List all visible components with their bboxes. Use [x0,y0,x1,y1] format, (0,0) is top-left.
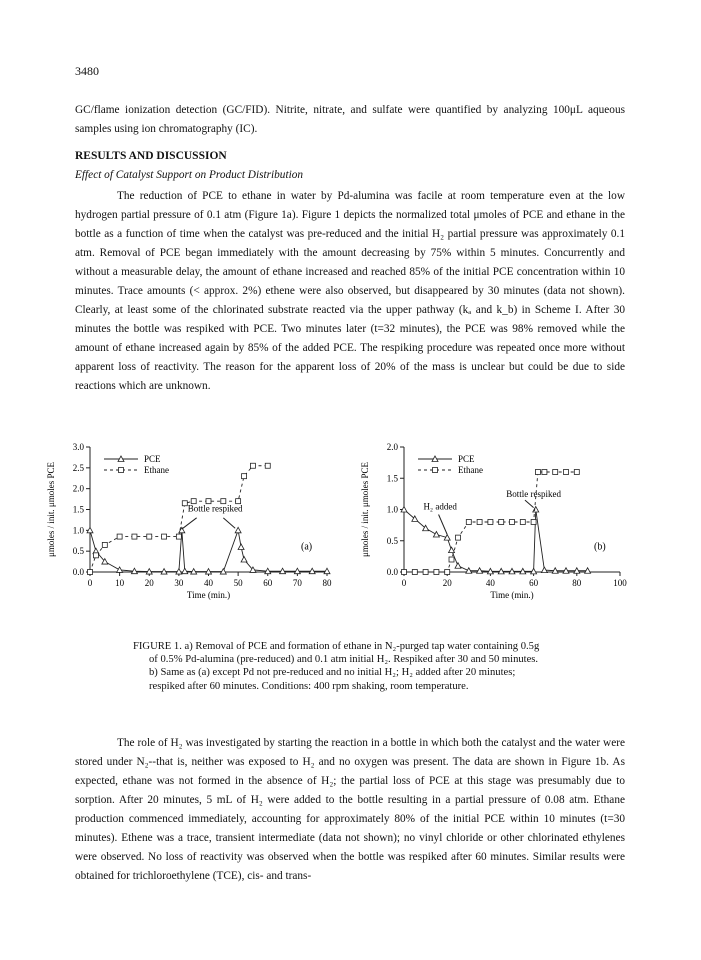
caption-line-3: b) Same as (a) except Pd not pre-reduced and no initial H₂; H₂ added after 20 minutes; [149,667,516,679]
x-tick-label: 0 [401,578,407,588]
ethane-point [93,553,98,558]
x-tick-label: 40 [485,578,495,588]
caption-line-2: of 0.5% Pd-alumina (pre-reduced) and 0.1 atm initial H₂. Respiked after 30 and 50 minutes. [149,654,539,666]
y-tick-label: 0.5 [72,546,84,557]
ethane-point [564,470,569,475]
pce-point [238,544,244,550]
page-number: 3480 [75,64,99,78]
ethane-point [102,542,107,547]
y-tick-label: 2.0 [386,442,398,452]
x-tick-label: 80 [322,578,332,588]
paragraph-2: The role of H₂ was investigated by starting the reaction in a bottle in which both the catalyst and the water were stored under N₂--that is, neither was exposed to H₂ and no oxygen was present. The data are shown in Figure 1b. As expected, ethane was not formed in the absence of H₂; the partial loss of PCE at this stage was presumably due to sorption. After 20 minutes, 5 mL of H₂ were added to the bottle resulting in a partial pressure of 0.08 atm. Ethane production commenced immediately, accounting for approximately 80% of the initial PCE within 10 minutes (t=30 minutes). Ethene was a trace, transient intermediate (data not shown); no vinyl chloride or other chlorinated ethylenes were observed. No loss of reactivity was observed when the bottle was respiked after 60 minutes. Similar results were obtained for trichloroethylene (TCE), cis- and trans- [75,737,625,882]
ethane-point [162,534,167,539]
x-tick-label: 40 [204,578,213,588]
annotation-arrow [439,515,448,535]
panel-label: (b) [594,541,606,553]
x-tick-label: 30 [174,578,184,588]
ethane-point [477,520,482,525]
y-tick-label: 3.0 [72,442,84,452]
x-tick-label: 60 [263,578,273,588]
annotation-arrow [223,518,235,528]
legend-pce-label: PCE [144,454,161,464]
ethane-point [434,570,439,575]
ethane-point [488,520,493,525]
ethane-point [117,534,122,539]
ethane-point [242,474,247,479]
legend-ethane-label: Ethane [144,465,169,475]
y-axis-label: μmoles / init. μmoles PCE [46,462,56,557]
ethane-point [531,520,536,525]
y-tick-label: 1.0 [72,525,84,536]
ethane-point [88,570,93,575]
annotation-h2-added: H₂ added [423,501,457,512]
chart-b [362,420,692,620]
ethane-point [402,570,407,575]
x-tick-label: 20 [144,578,154,588]
y-tick-label: 2.0 [72,483,84,494]
annotation-bottle-respiked: Bottle respiked [506,489,561,499]
intro-paragraph: GC/flame ionization detection (GC/FID). Nitrite, nitrate, and sulfate were quantified by analyzing 100μL aqueous samples using ion chromatography (IC). [75,104,625,135]
x-tick-label: 50 [233,578,243,588]
y-tick-label: 1.0 [386,504,398,515]
caption-line-1: FIGURE 1. a) Removal of PCE and formation of ethane in N₂-purged tap water containing 0.5g [133,641,540,652]
series-line-ethane [90,466,268,572]
panel-label: (a) [301,541,313,553]
x-tick-label: 0 [87,578,93,588]
x-tick-label: 80 [572,578,582,588]
section-heading: RESULTS AND DISCUSSION [75,150,227,162]
subsection-heading: Effect of Catalyst Support on Product Distribution [75,169,304,181]
pce-point [241,557,247,563]
annotation-bottle-respiked: Bottle respiked [187,503,243,514]
series-line-pce [404,510,588,572]
figure-caption [133,640,603,693]
ethane-point [499,520,504,525]
ethane-point [445,570,450,575]
x-tick-label: 20 [442,578,452,588]
ethane-point [182,501,187,506]
y-tick-label: 0.0 [386,567,398,577]
legend-pce-label: PCE [458,454,475,464]
ethane-point [250,463,255,468]
pce-point [449,547,455,553]
ethane-point [574,470,579,475]
legend-ethane-marker [119,468,124,473]
x-axis-label: Time (min.) [186,590,231,600]
annotation-arrow [182,518,197,529]
pce-point [433,532,439,538]
chart-a [40,420,370,620]
ethane-point [265,463,270,468]
y-tick-label: 1.5 [386,473,398,484]
y-tick-label: 1.5 [72,504,84,515]
ethane-point [423,570,428,575]
ethane-point [510,520,515,525]
paragraph-1: The reduction of PCE to ethane in water by Pd-alumina was facile at room temperature even at the low hydrogen partial pressure of 0.1 atm (Figure 1a). Figure 1 depicts the normalized total μmoles of PCE and ethane in the bottle as a function of time when the catalyst was pre-reduced and the initial H₂ partial pressure was approximately 0.1 atm. Removal of PCE began immediately with the amount decreasing by 75% within 5 minutes. Concurrently and without a measurable delay, the amount of ethane increased and reached 85% of the initial PCE concentration within 10 minutes. Trace amounts (< approx. 2%) ethene were also observed, but disappeared by 30 minutes (data not shown). Clearly, at least some of the chlorinated substrate reacted via the upper pathway (kₐ and k_b) in Scheme I. After 30 minutes the bottle was respiked with PCE. Two minutes later (t=32 minutes), the PCE was 98% removed while the amount of ethane increased again by 85% of the added PCE. The respiking procedure was repeated once more without apparent loss of reactivity. The reason for the apparent loss of 20% of the mass is unclear but could be due to side reactions which are unknown. [75,190,625,392]
ethane-point [147,534,152,539]
ethane-point [132,534,137,539]
y-axis-label: μmoles / init. μmoles PCE [360,462,370,557]
x-tick-label: 100 [613,578,627,588]
ethane-point [456,535,461,540]
legend-ethane-label: Ethane [458,465,483,475]
ethane-point [542,470,547,475]
legend-ethane-marker [433,468,438,473]
y-tick-label: 2.5 [72,462,84,473]
pce-point [235,527,241,533]
ethane-point [520,520,525,525]
annotation-arrow [525,500,534,508]
ethane-point [412,570,417,575]
ethane-point [449,557,454,562]
ethane-point [466,520,471,525]
y-tick-label: 0.0 [72,567,84,577]
x-tick-label: 60 [529,578,539,588]
x-axis-label: Time (min.) [490,590,534,600]
ethane-point [176,534,181,539]
y-tick-label: 0.5 [386,535,398,546]
ethane-point [553,470,558,475]
x-tick-label: 70 [292,578,302,588]
pce-point [455,563,461,569]
x-tick-label: 10 [115,578,125,588]
caption-line-4: respiked after 60 minutes. Conditions: 400 rpm shaking, room temperature. [149,680,469,692]
ethane-point [535,470,540,475]
